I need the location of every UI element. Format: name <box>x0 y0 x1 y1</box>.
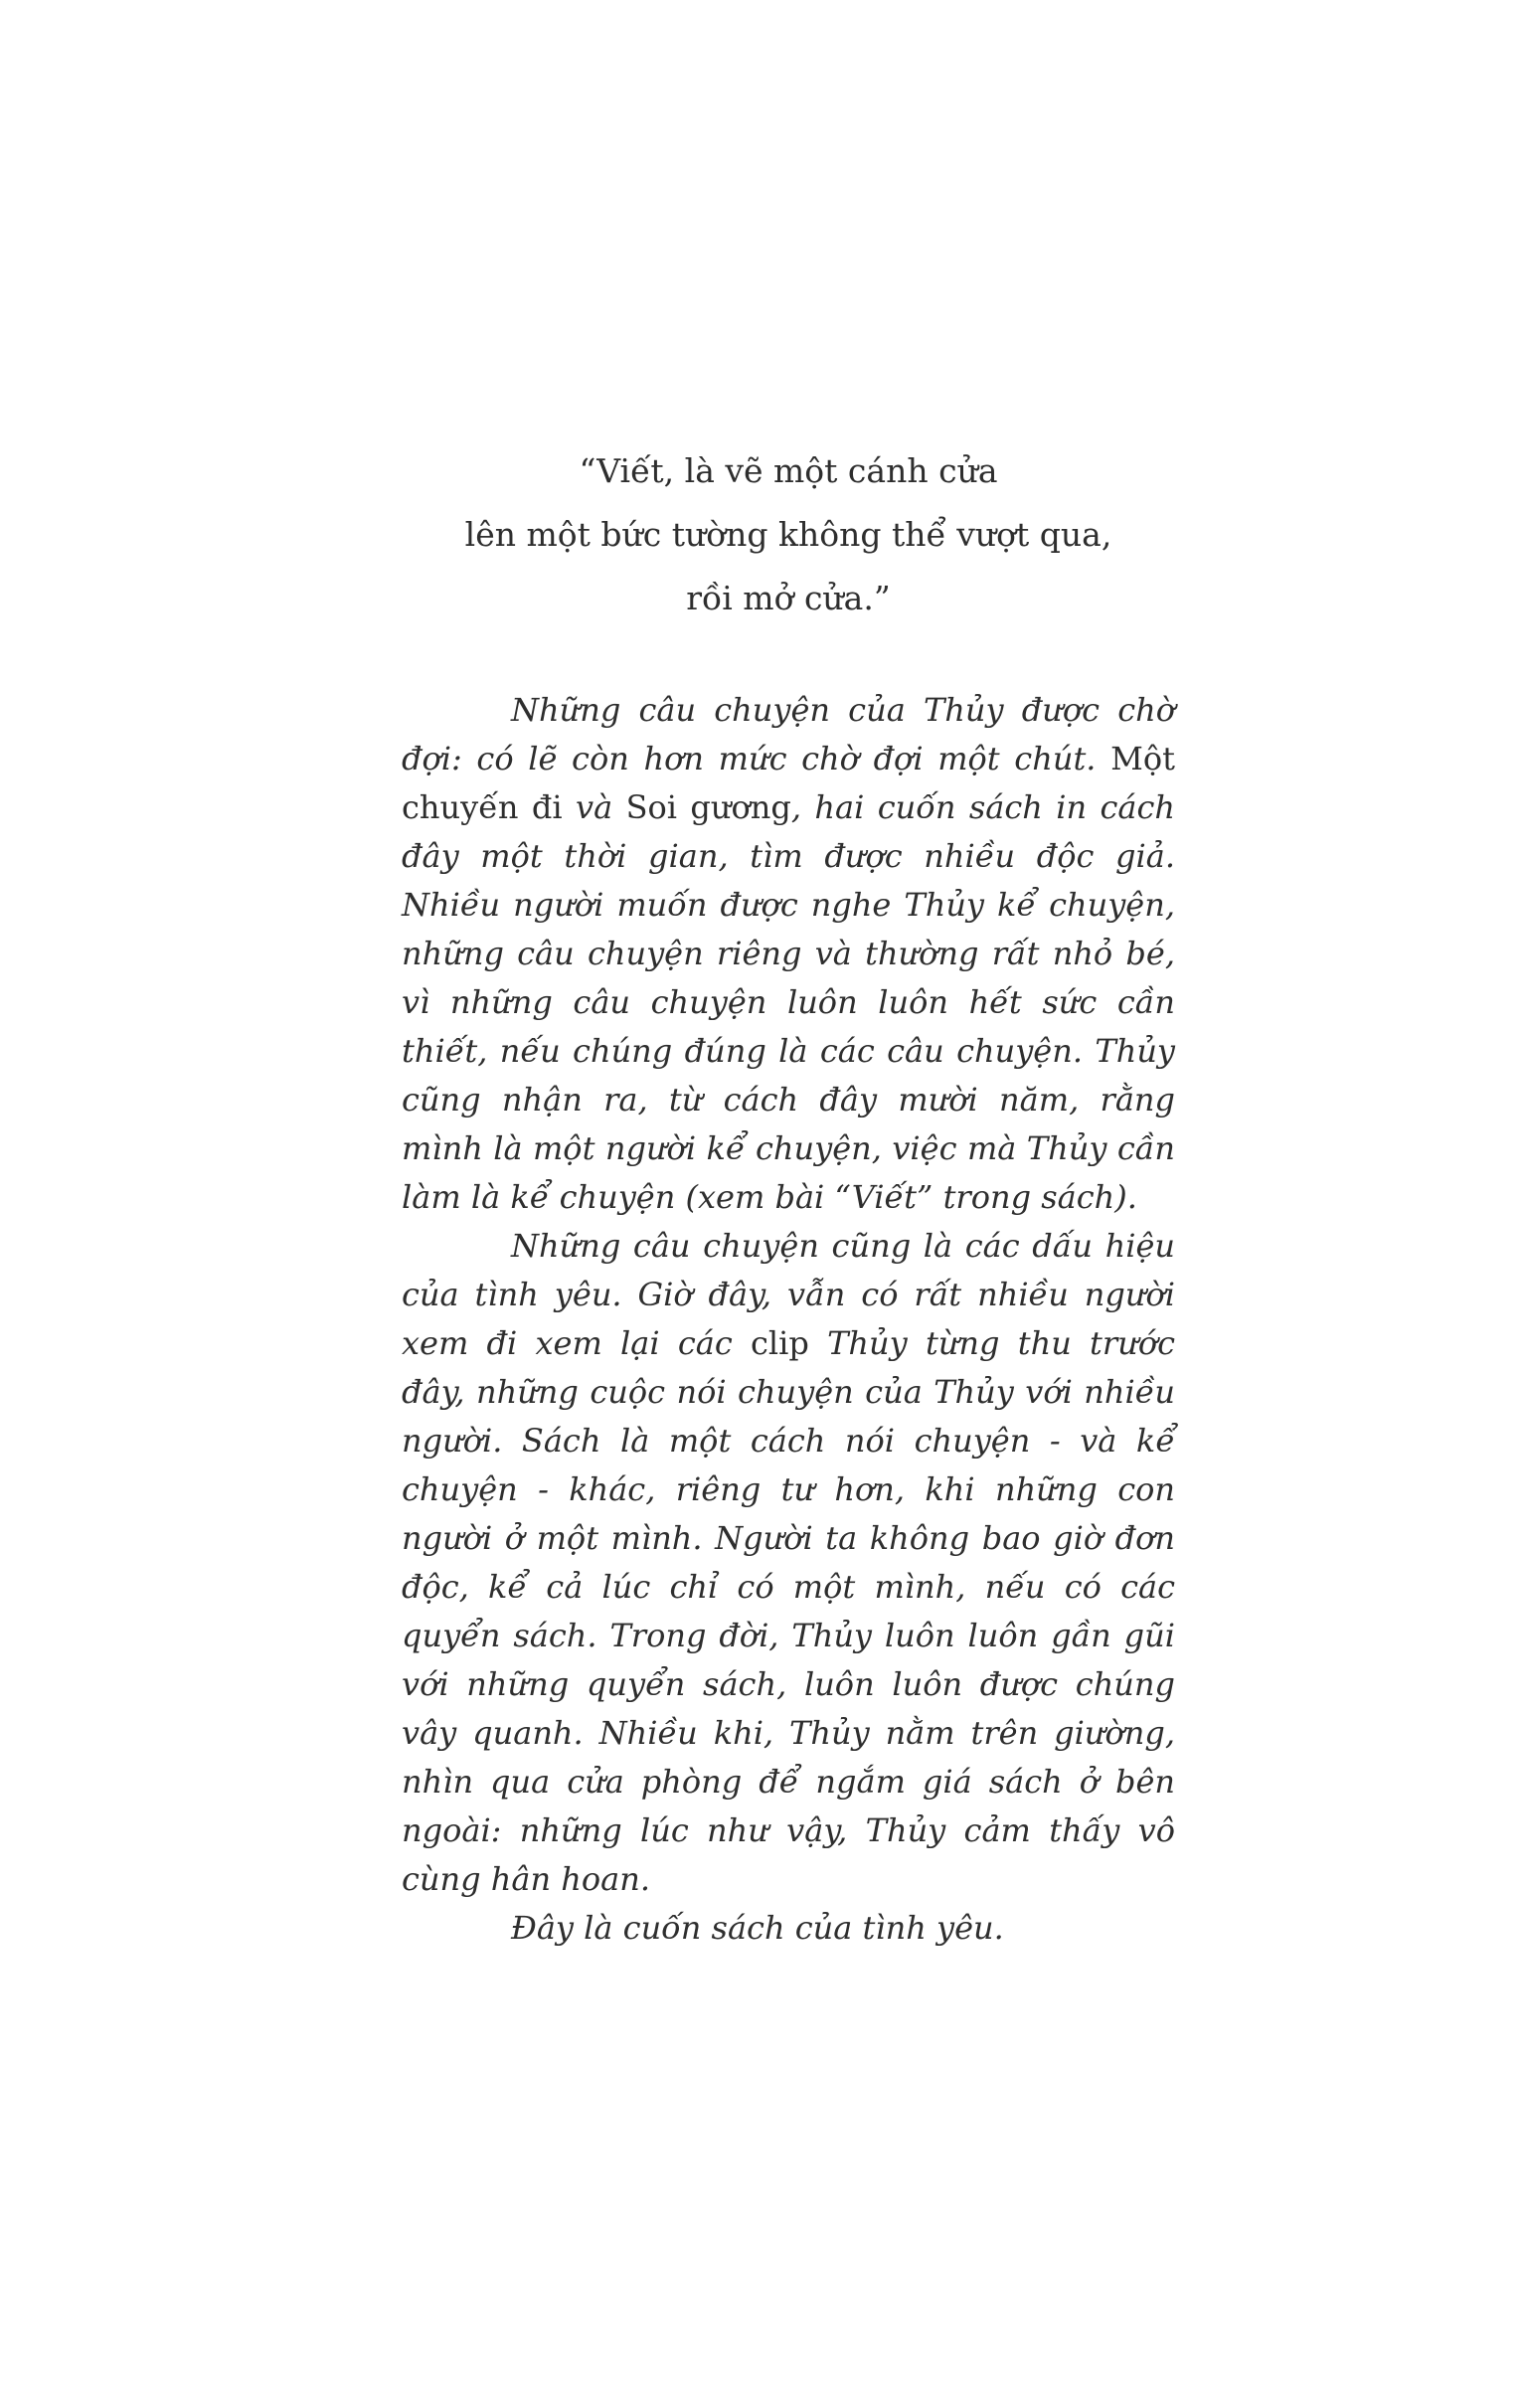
paragraph <box>402 1222 1175 1904</box>
text-run: Đây là cuốn sách của tình yêu. <box>511 1909 1004 1947</box>
text-run: Những câu chuyện của Thủy được chờ đợi: có lẽ còn hơn mức chờ đợi một chút. <box>402 691 1175 777</box>
text-run: Những câu chuyện cũng là các dấu hiệu của tình yêu. Giờ đây, vẫn có rất nhiều người xem đi xem lại các <box>402 1227 1175 1362</box>
text-run: Soi gương <box>625 788 791 826</box>
epigraph-quote <box>402 439 1175 630</box>
paragraph <box>402 686 1175 1222</box>
epigraph-line: rồi mở cửa.” <box>686 579 891 617</box>
epigraph-line: “Viết, là vẽ một cánh cửa <box>579 451 998 490</box>
text-run: và <box>562 788 626 826</box>
text-run: Một chuyến đi <box>402 740 1175 826</box>
text-run: Thủy từng thu trước đây, những cuộc nói chuyện của Thủy với nhiều người. Sách là một cách nói chuyện - và kể chuyện - khác, riêng tư hơn, khi những con người ở một mình. Người ta không bao giờ đơn độc, kể cả lúc chỉ có một mình, nếu có các quyển sách. Trong đời, Thủy luôn luôn gần gũi với những quyển sách, luôn luôn được chúng vây quanh. Nhiều khi, Thủy nằm trên giường, nhìn qua cửa phòng để ngắm giá sách ở bên ngoài: những lúc như vậy, Thủy cảm thấy vô cùng hân hoan. <box>402 1324 1176 1898</box>
epigraph-line: lên một bức tường không thể vượt qua, <box>464 515 1112 554</box>
text-run: clip <box>750 1324 809 1362</box>
body-text <box>402 686 1175 1953</box>
paragraph <box>402 1904 1175 1953</box>
text-run: , hai cuốn sách in cách đây một thời gian, tìm được nhiều độc giả. Nhiều người muốn được nghe Thủy kể chuyện, những câu chuyện riêng và thường rất nhỏ bé, vì những câu chuyện luôn luôn hết sức cần thiết, nếu chúng đúng là các câu chuyện. Thủy cũng nhận ra, từ cách đây mười năm, rằng mình là một người kể chuyện, việc mà Thủy cần làm là kể chuyện (xem bài “Viết” trong sách). <box>402 788 1175 1216</box>
